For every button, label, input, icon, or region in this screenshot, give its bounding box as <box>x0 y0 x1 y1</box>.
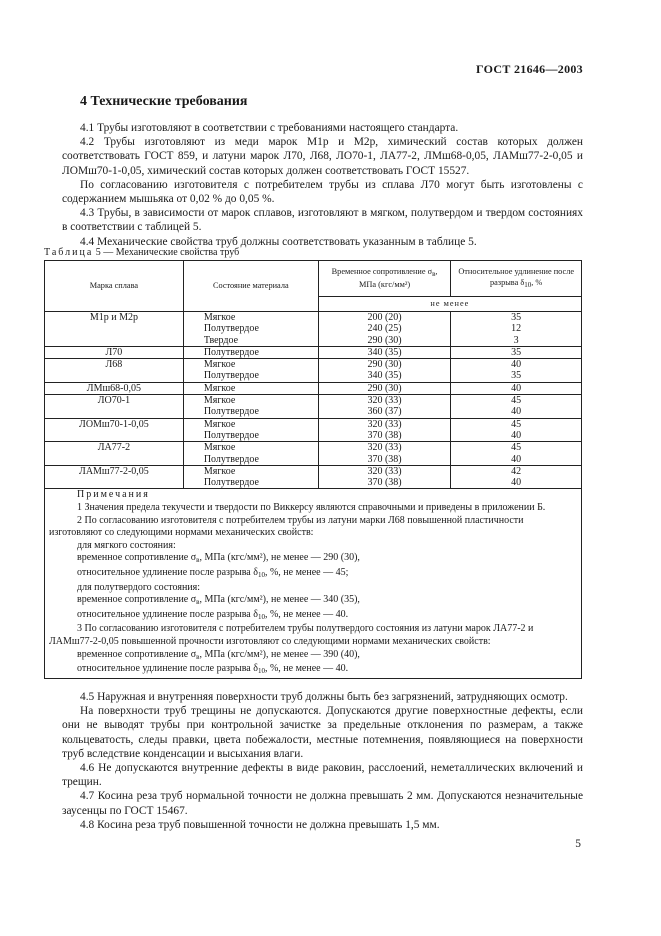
section-title: 4 Технические требования <box>80 94 248 109</box>
cell-alloy: Л70 <box>45 346 184 358</box>
mechanical-properties-table <box>44 260 582 679</box>
cell-alloy: ЛО70-1 <box>45 395 184 419</box>
paragraph-4-1: 4.1 Трубы изготовляют в соответствии с требованиями настоящего стандарта. <box>80 122 459 134</box>
table-row <box>45 395 582 419</box>
header-alloy: Марка сплава <box>45 261 184 312</box>
cell-strength: 320 (33) 360 (37) <box>318 395 451 419</box>
header-not-less: не менее <box>318 297 581 312</box>
cell-state: Мягкое Полутвердое <box>183 395 318 419</box>
intro-text <box>62 121 583 249</box>
table-row <box>45 312 582 347</box>
table-notes-row <box>45 489 582 678</box>
note-2-soft-state: для мягкого состояния: <box>77 539 176 551</box>
paragraph-4-6: 4.6 Не допускаются внутренние дефекты в виде раковин, расслоений, неметаллических включений и трещин. <box>62 762 583 789</box>
cell-strength: 320 (33) 370 (38) <box>318 442 451 466</box>
paragraph-4-5: 4.5 Наружная и внутренняя поверхности труб должны быть без загрязнений, затрудняющих осмотр. <box>80 691 568 703</box>
page-number: 5 <box>575 838 581 850</box>
table-caption <box>44 247 239 258</box>
cell-alloy: ЛАМш77-2-0,05 <box>45 465 184 489</box>
cell-state: Мягкое Полутвердое <box>183 418 318 442</box>
cell-alloy: М1р и М2р <box>45 312 184 347</box>
cell-strength: 290 (30) 340 (35) <box>318 359 451 383</box>
cell-alloy: ЛОМш70-1-0,05 <box>45 418 184 442</box>
header-state: Состояние материала <box>183 261 318 312</box>
table-notes <box>45 489 582 678</box>
document-header: ГОСТ 21646—2003 <box>476 62 583 76</box>
cell-alloy: Л68 <box>45 359 184 383</box>
outro-text <box>62 690 583 832</box>
notes-title: Примечания <box>77 489 150 501</box>
cell-alloy: ЛА77-2 <box>45 442 184 466</box>
note-3-strength: временное сопротивление $\sigma_в$, МПа (кгс/мм²), не менее — 390 (40), <box>77 648 360 661</box>
paragraph-l70-arsenic: По согласованию изготовителя с потребителем трубы из сплава Л70 могут быть изготовлены с содержанием мышьяка от 0,02 % до 0,05 %. <box>62 178 583 206</box>
cell-state: Мягкое Полутвердое <box>183 442 318 466</box>
note-2-soft-elongation: относительное удлинение после разрыва $\delta_{10}$, %, не менее — 45; <box>77 567 349 580</box>
header-elongation: Относительное удлинение после разрыва $\delta_{10}$, % <box>451 261 582 297</box>
cell-strength: 320 (33) 370 (38) <box>318 465 451 489</box>
paragraph-4-3: 4.3 Трубы, в зависимости от марок сплавов, изготовляют в мягком, полутвердом и твердом состояниях в соответствии с таблицей 5. <box>62 207 583 234</box>
note-2: 2 По согласованию изготовителя с потребителем трубы из латуни марки Л68 повышенной пластичности изготовляют со следующими нормами механических свойств: <box>49 514 524 539</box>
table-row <box>45 346 582 358</box>
table-row <box>45 442 582 466</box>
cell-elongation: 35 12 3 <box>451 312 582 347</box>
note-3-elongation: относительное удлинение после разрыва $\delta_{10}$, %, не менее — 40. <box>77 663 349 676</box>
cell-strength: 320 (33) 370 (38) <box>318 418 451 442</box>
cell-elongation: 40 35 <box>451 359 582 383</box>
paragraph-4-7: 4.7 Косина реза труб нормальной точности не должна превышать 2 мм. Допускаются незначительные заусенцы по ГОСТ 15467. <box>62 790 583 817</box>
cell-state: Мягкое <box>183 382 318 394</box>
note-3: 3 По согласованию изготовителя с потребителем трубы полутвердого состояния из латуни марок ЛА77-2 и ЛАМш77-2-0,05 повышенной прочности изготовляют со следующими нормами механических свойств: <box>49 623 534 647</box>
paragraph-surface-defects: На поверхности труб трещины не допускаются. Допускаются другие поверхностные дефекты, если они не выводят трубы при контрольной зачистке за предельные отклонения по размерам, а также кольцеватость, следы правки, цвета побежалости, местные потемнения, появляющиеся на поверхности труб вследствие конденсации и высыхания влаги. <box>62 705 583 760</box>
paragraph-4-2: 4.2 Трубы изготовляют из меди марок М1р и М2р, химический состав которых должен соответствовать ГОСТ 859, и латуни марок Л70, Л68, ЛО70-1, ЛА77-2, ЛМш68-0,05, ЛАМш77-2-0,05 и ЛОМш70-1-0,05, химический состав которых должен соответствовать ГОСТ 15527. <box>62 136 583 177</box>
cell-state: Мягкое Полутвердое <box>183 465 318 489</box>
cell-elongation: 40 <box>451 382 582 394</box>
table-row <box>45 465 582 489</box>
cell-strength: 340 (35) <box>318 346 451 358</box>
cell-elongation: 45 40 <box>451 442 582 466</box>
cell-state: Мягкое Полутвердое <box>183 359 318 383</box>
header-strength: Временное сопротивление $\sigma_в$, МПа (кгс/мм²) <box>318 261 451 297</box>
paragraph-4-4: 4.4 Механические свойства труб должны соответствовать указанным в таблице 5. <box>80 235 477 248</box>
cell-state: Полутвердое <box>183 346 318 358</box>
note-2-half-elongation: относительное удлинение после разрыва $\delta_{10}$, %, не менее — 40. <box>77 608 349 621</box>
cell-elongation: 45 40 <box>451 395 582 419</box>
cell-elongation: 45 40 <box>451 418 582 442</box>
table-caption-label: Таблица <box>44 247 94 258</box>
cell-alloy: ЛМш68-0,05 <box>45 382 184 394</box>
cell-elongation: 42 40 <box>451 465 582 489</box>
table-caption-title: 5 — Механические свойства труб <box>93 247 240 258</box>
table-row <box>45 382 582 394</box>
note-2-half-state: для полутвердого состояния: <box>77 581 201 593</box>
note-1: 1 Значения предела текучести и твердости по Виккерсу являются справочными и приведены в приложении Б. <box>77 502 546 514</box>
note-2-half-strength: временное сопротивление $\sigma_в$, МПа (кгс/мм²), не менее — 340 (35), <box>77 594 360 607</box>
table-row <box>45 418 582 442</box>
cell-state: Мягкое Полутвердое Твердое <box>183 312 318 347</box>
table-row <box>45 359 582 383</box>
note-2-soft-strength: временное сопротивление $\sigma_в$, МПа (кгс/мм²), не менее — 290 (30), <box>77 552 360 565</box>
cell-elongation: 35 <box>451 346 582 358</box>
cell-strength: 200 (20) 240 (25) 290 (30) <box>318 312 451 347</box>
paragraph-4-8: 4.8 Косина реза труб повышенной точности не должна превышать 1,5 мм. <box>80 818 440 831</box>
table-header-row <box>45 261 582 297</box>
cell-strength: 290 (30) <box>318 382 451 394</box>
